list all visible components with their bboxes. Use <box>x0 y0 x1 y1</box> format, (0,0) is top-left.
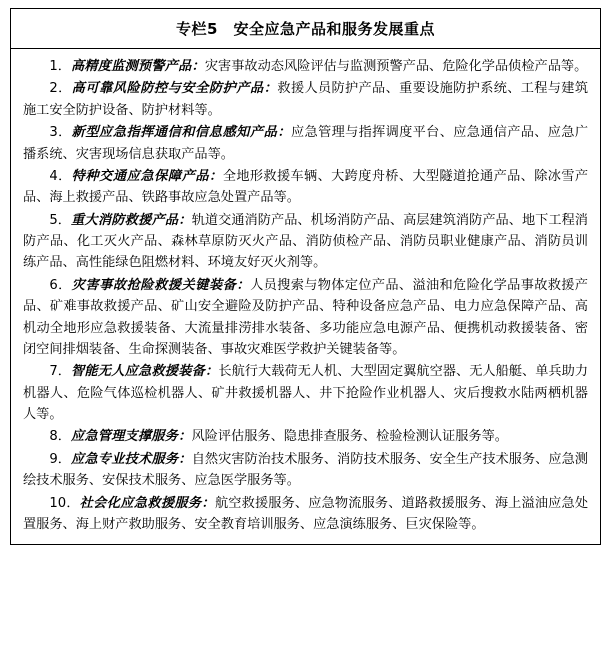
list-item-lead: 高精度监测预警产品： <box>70 59 205 74</box>
list-item-text: 自然灾害防治技术服务、消防技术服务、安全生产技术服务、应急测绘技术服务、安保技术服务、应急医学服务等。 <box>23 451 588 489</box>
list-item <box>23 361 588 425</box>
list-item-lead: 应急管理支撑服务： <box>70 429 192 445</box>
list-item-lead: 新型应急指挥通信和信息感知产品： <box>71 125 292 141</box>
list-item-text: 风险评估服务、隐患排查服务、检验检测认证服务等。 <box>191 429 508 445</box>
page-title: 专栏5 安全应急产品和服务发展重点 <box>176 20 435 38</box>
list-item-text: 救援人员防护产品、重要设施防护系统、工程与建筑施工安全防护设备、防护材料等。 <box>23 81 589 118</box>
table-title-row <box>11 9 600 49</box>
list-item-lead: 社会化应急救援服务： <box>79 495 215 511</box>
list-item-text: 人员搜索与物体定位产品、溢油和危险化学品事故救援产品、矿难事故救援产品、矿山安全避险及防护产品、特种设备应急产品、电力应急保障产品、高机动全地形应急救援装备、大流量排涝排水装备、多功能应急电源产品、便携机动救援装备、密闭空间排烟装备、生命探测装备、事故灾难医学救护关键装备等。 <box>23 277 588 357</box>
feature-box-table <box>10 8 601 545</box>
list-item-lead: 灾害事故抢险救援关键装备： <box>71 277 251 293</box>
list-item-number: 6． <box>49 277 72 293</box>
list-item-number: 10． <box>49 495 80 511</box>
list-item-lead: 重大消防救援产品： <box>71 212 192 228</box>
list-item-number: 3． <box>49 125 72 141</box>
list-item-number: 1． <box>49 59 71 74</box>
list-item-text: 全地形救援车辆、大跨度舟桥、大型隧道抢通产品、除冰雪产品、海上救援产品、铁路事故应急处置产品等。 <box>23 168 589 206</box>
list-item <box>23 275 588 361</box>
list-item-lead: 高可靠风险防控与安全防护产品： <box>71 81 278 97</box>
list-item <box>23 56 588 77</box>
list-item-text: 应急管理与指挥调度平台、应急通信产品、应急广播系统、灾害现场信息获取产品等。 <box>23 125 589 162</box>
list-item-text: 航空救援服务、应急物流服务、道路救援服务、海上溢油应急处置服务、海上财产救助服务、安全教育培训服务、应急演练服务、巨灾保险等。 <box>23 495 589 532</box>
list-item <box>23 166 588 209</box>
list-item-text: 轨道交通消防产品、机场消防产品、高层建筑消防产品、地下工程消防产品、化工灭火产品、森林草原防灭火产品、消防侦检产品、消防员职业健康产品、消防员训练产品、高性能绿色阻燃材料、环境友好灭火剂等。 <box>23 212 588 271</box>
list-item <box>23 449 588 492</box>
list-item-lead: 智能无人应急救援装备： <box>71 364 219 380</box>
list-item-number: 2． <box>49 81 72 97</box>
list-item <box>23 122 588 165</box>
list-item-lead: 应急专业技术服务： <box>71 451 192 467</box>
list-item <box>23 426 588 447</box>
list-item-number: 5． <box>49 212 72 228</box>
list-item-number: 4． <box>49 168 72 184</box>
table-body-cell <box>11 49 600 544</box>
list-item-number: 7． <box>49 364 71 380</box>
list-item-number: 8． <box>49 429 71 445</box>
list-item-text: 长航行大载荷无人机、大型固定翼航空器、无人船艇、单兵助力机器人、危险气体巡检机器人、矿井救援机器人、井下抢险作业机器人、灾后搜救水陆两栖机器人等。 <box>23 364 589 422</box>
list-item-number: 9． <box>49 451 72 467</box>
list-item <box>23 78 588 121</box>
list-item <box>23 493 588 536</box>
list-item <box>23 210 588 274</box>
list-item-text: 灾害事故动态风险评估与监测预警产品、危险化学品侦检产品等。 <box>204 59 588 74</box>
list-item-lead: 特种交通应急保障产品： <box>71 168 223 184</box>
